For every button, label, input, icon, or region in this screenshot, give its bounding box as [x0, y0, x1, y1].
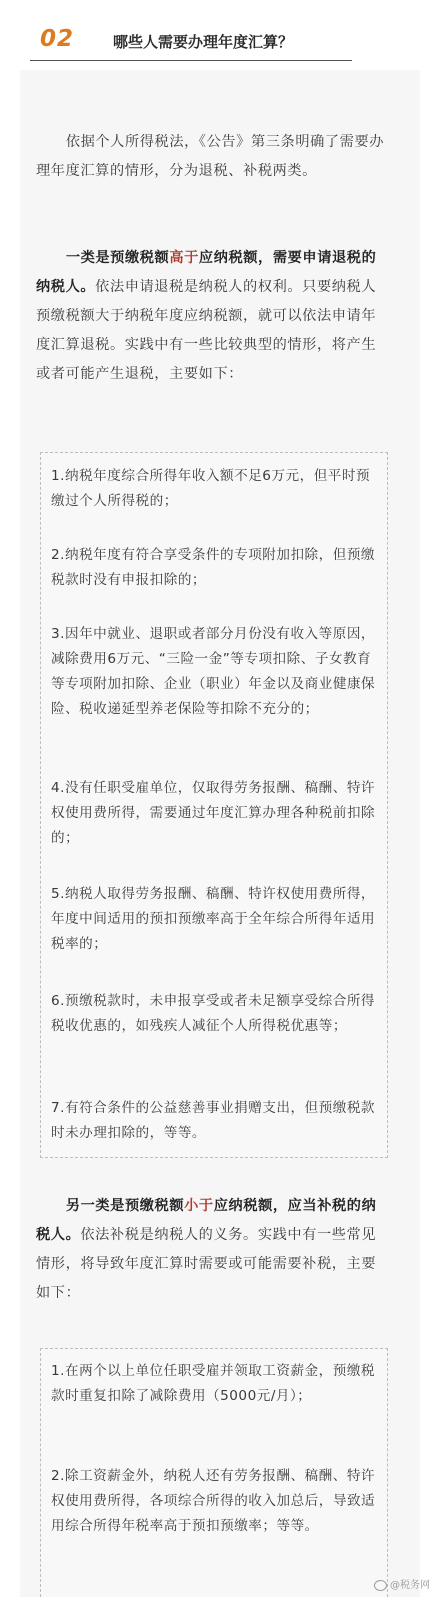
refund-item-3: 3.因年中就业、退职或者部分月份没有收入等原因，减除费用6万元、“三险一金”等专项扣除、子女教育等专项附加扣除、企业（职业）年金以及商业健康保险、税收递延型养老保险等扣除不充分的； [51, 626, 376, 717]
watermark-text: @税务网 [390, 1580, 430, 1591]
supplement-cases-box [40, 1348, 388, 1597]
supplement-item-2: 2.除工资薪金外，纳税人还有劳务报酬、稿酬、特许权使用费所得，各项综合所得的收入加总后，导致适用综合所得年税率高于预扣预缴率；等等。 [51, 1468, 376, 1534]
refund-lead-a: 一类是预缴税额 [65, 250, 170, 266]
supplement-lead-a: 另一类是预缴税额 [65, 1198, 185, 1214]
refund-lead-b: 应纳税额，需要申请退税的纳税人。 [36, 250, 377, 295]
supplement-lead-b: 应纳税额，应当补税的纳税人。 [36, 1198, 377, 1243]
refund-item-2: 2.纳税年度有符合享受条件的专项附加扣除，但预缴税款时没有申报扣除的； [51, 547, 376, 588]
supplement-paragraph [36, 1192, 390, 1308]
supplement-lead-highlight: 小于 [184, 1198, 214, 1214]
section-number: 02 [40, 26, 75, 52]
weibo-icon [374, 1580, 387, 1591]
refund-cases-box [40, 452, 388, 1158]
section-header [30, 22, 352, 61]
refund-lead-highlight: 高于 [169, 250, 199, 266]
section-title: 哪些人需要办理年度汇算？ [113, 33, 294, 51]
watermark [374, 1576, 430, 1591]
refund-paragraph [36, 244, 390, 389]
refund-item-5: 5.纳税人取得劳务报酬、稿酬、特许权使用费所得，年度中间适用的预扣预缴率高于全年综合所得年适用税率的； [51, 886, 376, 952]
refund-body: 依法申请退税是纳税人的权利。只要纳税人预缴税额大于纳税年度应纳税额，就可以依法申请年度汇算退税。实践中有一些比较典型的情形，将产生或者可能产生退税，主要如下： [36, 279, 377, 382]
supplement-body: 依法补税是纳税人的义务。实践中有一些常见情形，将导致年度汇算时需要或可能需要补税，主要如下： [36, 1227, 377, 1301]
refund-item-4: 4.没有任职受雇单位，仅取得劳务报酬、稿酬、特许权使用费所得，需要通过年度汇算办理各种税前扣除的； [51, 780, 376, 846]
supplement-item-1: 1.在两个以上单位任职受雇并领取工资薪金，预缴税款时重复扣除了减除费用（5000元/月）； [51, 1363, 376, 1404]
refund-item-7: 7.有符合条件的公益慈善事业捐赠支出，但预缴税款时未办理扣除的，等等。 [51, 1100, 376, 1141]
intro-paragraph: 依据个人所得税法，《公告》第三条明确了需要办理年度汇算的情形，分为退税、补税两类。 [36, 134, 385, 179]
refund-item-6: 6.预缴税款时，未申报享受或者未足额享受综合所得税收优惠的，如残疾人减征个人所得税优惠等； [51, 993, 376, 1034]
refund-item-1: 1.纳税年度综合所得年收入额不足6万元，但平时预缴过个人所得税的； [51, 468, 371, 509]
